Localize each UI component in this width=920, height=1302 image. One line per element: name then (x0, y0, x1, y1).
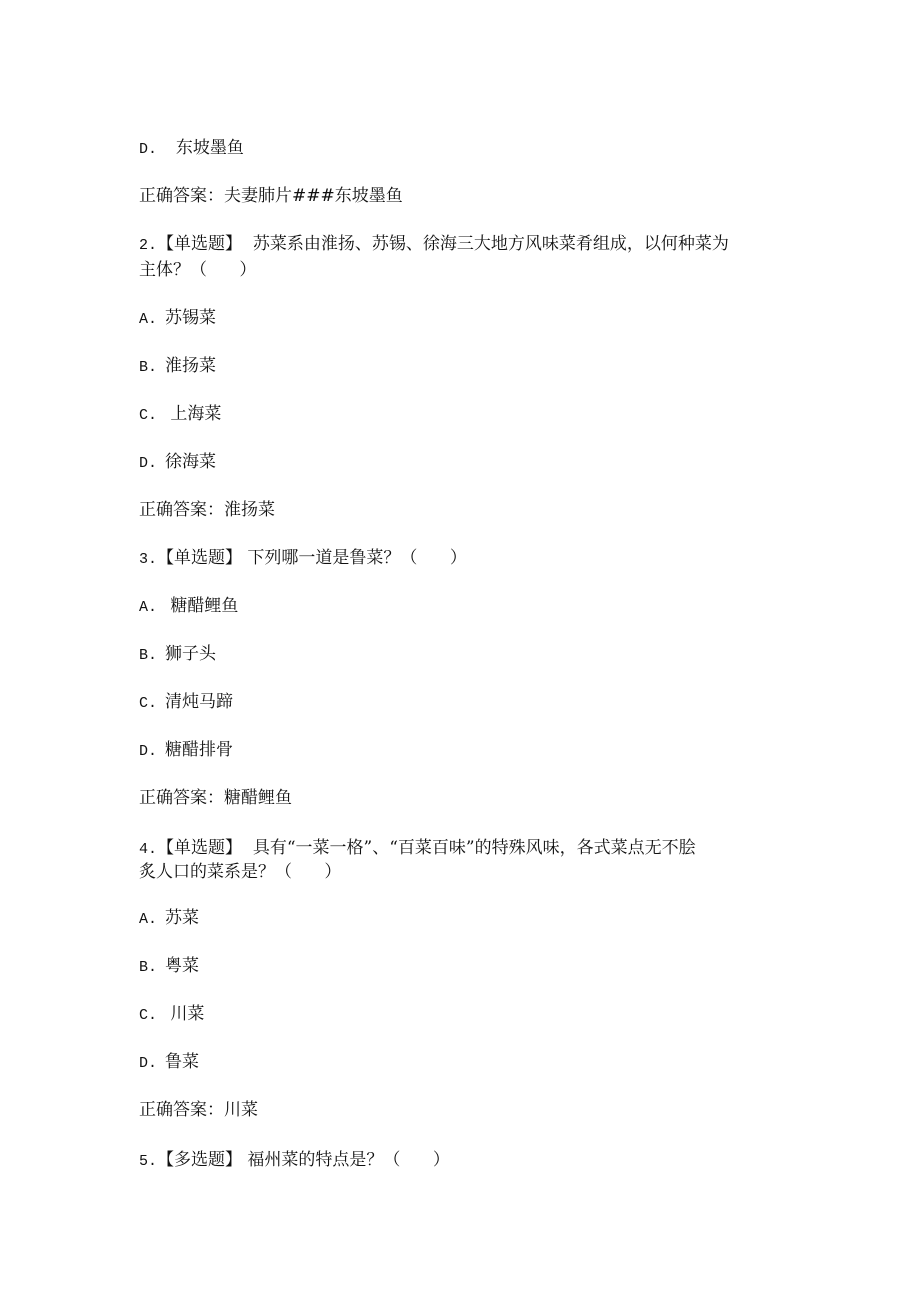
option-label: D. (139, 141, 158, 158)
option-text: 糖醋鲤鱼 (165, 596, 239, 616)
option-d (139, 738, 840, 764)
question-text: 苏菜系由淮扬、苏锡、徐海三大地方风味菜肴组成，以何种菜为 (242, 234, 729, 254)
option-label: B. (139, 359, 158, 376)
option-d (139, 450, 840, 476)
option-b (139, 354, 840, 380)
question-number: 4. (139, 841, 158, 858)
option-label: C. (139, 407, 158, 424)
option-text: 清炖马蹄 (165, 692, 234, 712)
question-text: 具有“一菜一格”、“百菜百味”的特殊风味，各式菜点无不脍 (242, 838, 696, 858)
option-c (139, 402, 840, 428)
question-text: 下列哪一道是鲁菜？（ ） (242, 548, 467, 568)
option-label: C. (139, 1007, 158, 1024)
option-label: A. (139, 911, 158, 928)
question-number: 5. (139, 1153, 158, 1170)
option-label: C. (139, 695, 158, 712)
question-3-line-1 (139, 546, 840, 572)
question-type: 【单选题】 (157, 234, 243, 254)
option-a (139, 594, 840, 620)
question-4-line-1 (139, 836, 840, 862)
option-text: 粤菜 (165, 956, 200, 976)
question-number: 2. (139, 237, 158, 254)
question-type: 【单选题】 (157, 548, 243, 568)
option-text: 川菜 (165, 1004, 205, 1024)
option-label: D. (139, 1055, 158, 1072)
option-text: 狮子头 (165, 644, 217, 664)
correct-answer: 正确答案：川菜 (139, 1100, 258, 1120)
option-label: D. (139, 743, 158, 760)
option-label: A. (139, 311, 158, 328)
option-text: 鲁菜 (165, 1052, 200, 1072)
option-d (139, 136, 840, 162)
option-text: 淮扬菜 (165, 356, 217, 376)
option-d (139, 1050, 840, 1076)
question-number: 3. (139, 551, 158, 568)
correct-answer: 正确答案：糖醋鲤鱼 (139, 788, 292, 808)
option-text: 上海菜 (165, 404, 222, 424)
option-c (139, 690, 840, 716)
correct-answer: 正确答案：夫妻肺片###东坡墨鱼 (139, 186, 403, 206)
option-text: 东坡墨鱼 (165, 138, 244, 158)
correct-answer: 正确答案：淮扬菜 (139, 500, 275, 520)
option-label: B. (139, 959, 158, 976)
question-2-line-1 (139, 232, 840, 258)
option-text: 徐海菜 (165, 452, 217, 472)
option-a (139, 306, 840, 332)
option-text: 糖醋排骨 (165, 740, 234, 760)
option-label: A. (139, 599, 158, 616)
option-b (139, 954, 840, 980)
question-2-line-2: 主体？（ ） (139, 260, 257, 280)
option-a (139, 906, 840, 932)
question-text: 福州菜的特点是？（ ） (242, 1150, 450, 1170)
question-5-line-1 (139, 1148, 840, 1174)
option-b (139, 642, 840, 668)
option-label: B. (139, 647, 158, 664)
option-label: D. (139, 455, 158, 472)
question-type: 【多选题】 (157, 1150, 243, 1170)
option-text: 苏菜 (165, 908, 200, 928)
question-4-line-2: 炙人口的菜系是？（ ） (139, 862, 342, 882)
option-c (139, 1002, 840, 1028)
question-type: 【单选题】 (157, 838, 243, 858)
option-text: 苏锡菜 (165, 308, 217, 328)
